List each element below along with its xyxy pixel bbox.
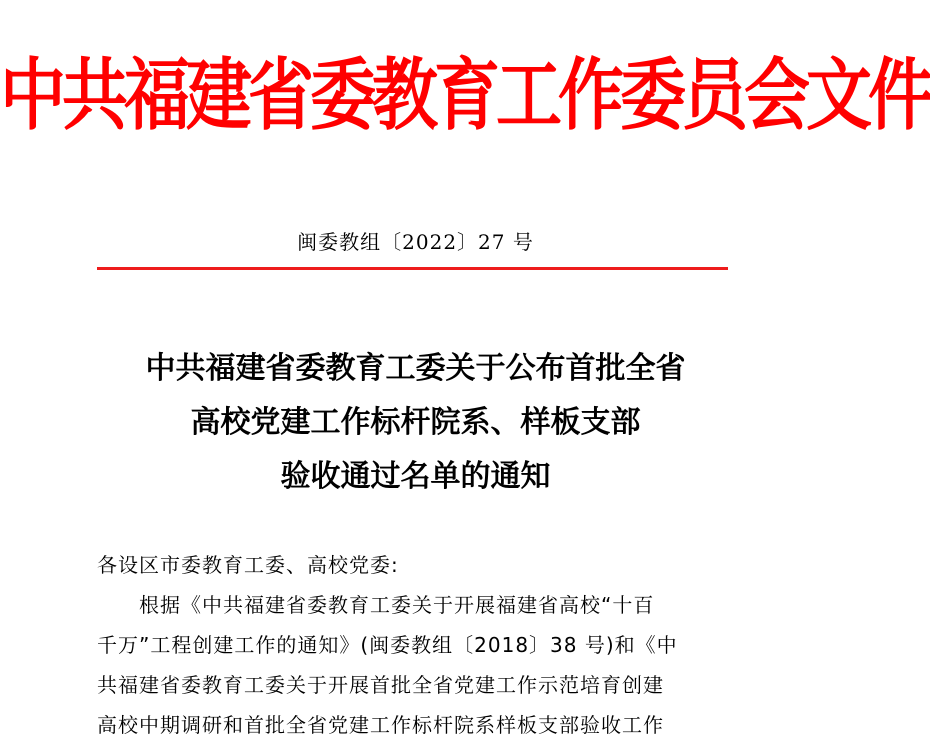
title-line-3: 验收通过名单的通知 bbox=[280, 459, 551, 494]
body-line-4: 高校中期调研和首批全省党建工作标杆院系样板支部验收工作 bbox=[97, 713, 664, 737]
red-divider bbox=[97, 267, 728, 270]
body-line-1: 根据《中共福建省委教育工委关于开展福建省高校“十百 bbox=[139, 593, 655, 617]
title-line-1: 中共福建省委教育工委关于公布首批全省 bbox=[145, 351, 686, 386]
body-line-2: 千万”工程创建工作的通知》(闽委教组〔2018〕38 号)和《中 bbox=[97, 633, 678, 657]
document-number: 闽委教组〔2022〕27 号 bbox=[297, 230, 534, 254]
document-body bbox=[97, 545, 737, 745]
salutation: 各设区市委教育工委、高校党委: bbox=[97, 553, 399, 577]
body-line-3: 共福建省委教育工委关于开展首批全省党建工作示范培育创建 bbox=[97, 673, 664, 697]
document-title bbox=[0, 342, 831, 504]
issuer-header: 中共福建省委教育工作委员会文件 bbox=[0, 48, 930, 141]
title-line-2: 高校党建工作标杆院系、样板支部 bbox=[190, 405, 641, 440]
